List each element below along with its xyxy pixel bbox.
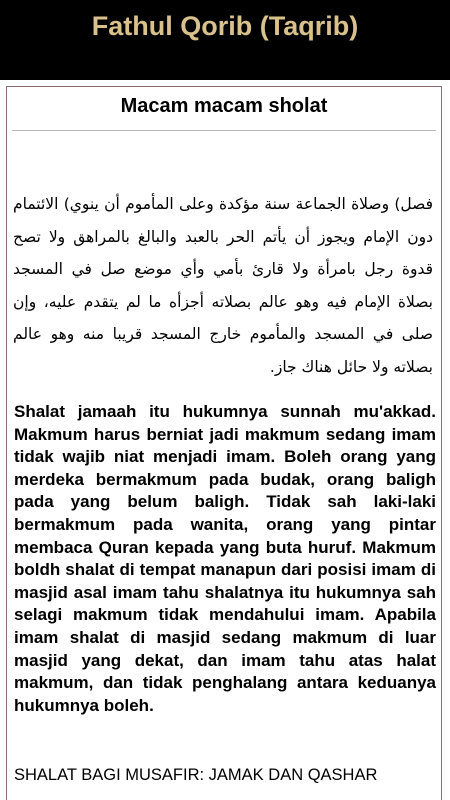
title-divider [12,130,436,131]
app-bar [0,0,450,80]
app-title: Fathul Qorib (Taqrib) [91,11,359,41]
next-section-heading: SHALAT BAGI MUSAFIR: JAMAK DAN QASHAR [14,766,378,784]
translation-text: Shalat jamaah itu hukumnya sunnah mu'akkad. Makmum harus berniat jadi makmum sedang imam tidak wajib niat menjadi imam. Boleh orang yang merdeka bermakmum pada budak, orang baligh pada yang belum baligh. Tidak sah laki-laki bermakmum pada wanita, orang yang pintar membaca Quran kepada yang buta huruf. Makmum boldh shalat di tempat manapun dari posisi imam di masjid asal imam tahu shalatnya itu hukumnya sah selagi makmum tidak mendahului imam. Apabila imam shalat di masjid sedang makmum di luar masjid yang dekat, dan imam tahu atas halat makmum, dan tidak penghalang antara keduanya hukumnya boleh. [14,402,436,715]
section-title: Macam macam sholat [120,95,328,117]
content-card[interactable] [6,86,442,800]
arabic-text: فصل) وصلاة الجماعة سنة مؤكدة وعلى المأموم أن ينوي) الائتمام دون الإمام ويجوز أن يأتم الحر بالعبد والبالغ بالمراهق ولا تصح قدوة رجل بامرأة ولا قارئ بأمي وأي موضع صل في المسجد بصلاة الإمام فيه وهو عالم بصلاته أجزأه ما لم يتقدم عليه، وإن صلى في المسجد والمأموم خارج المسجد قريبا منه وهو عالم بصلاته ولا حائل هناك جاز. [13,195,433,376]
